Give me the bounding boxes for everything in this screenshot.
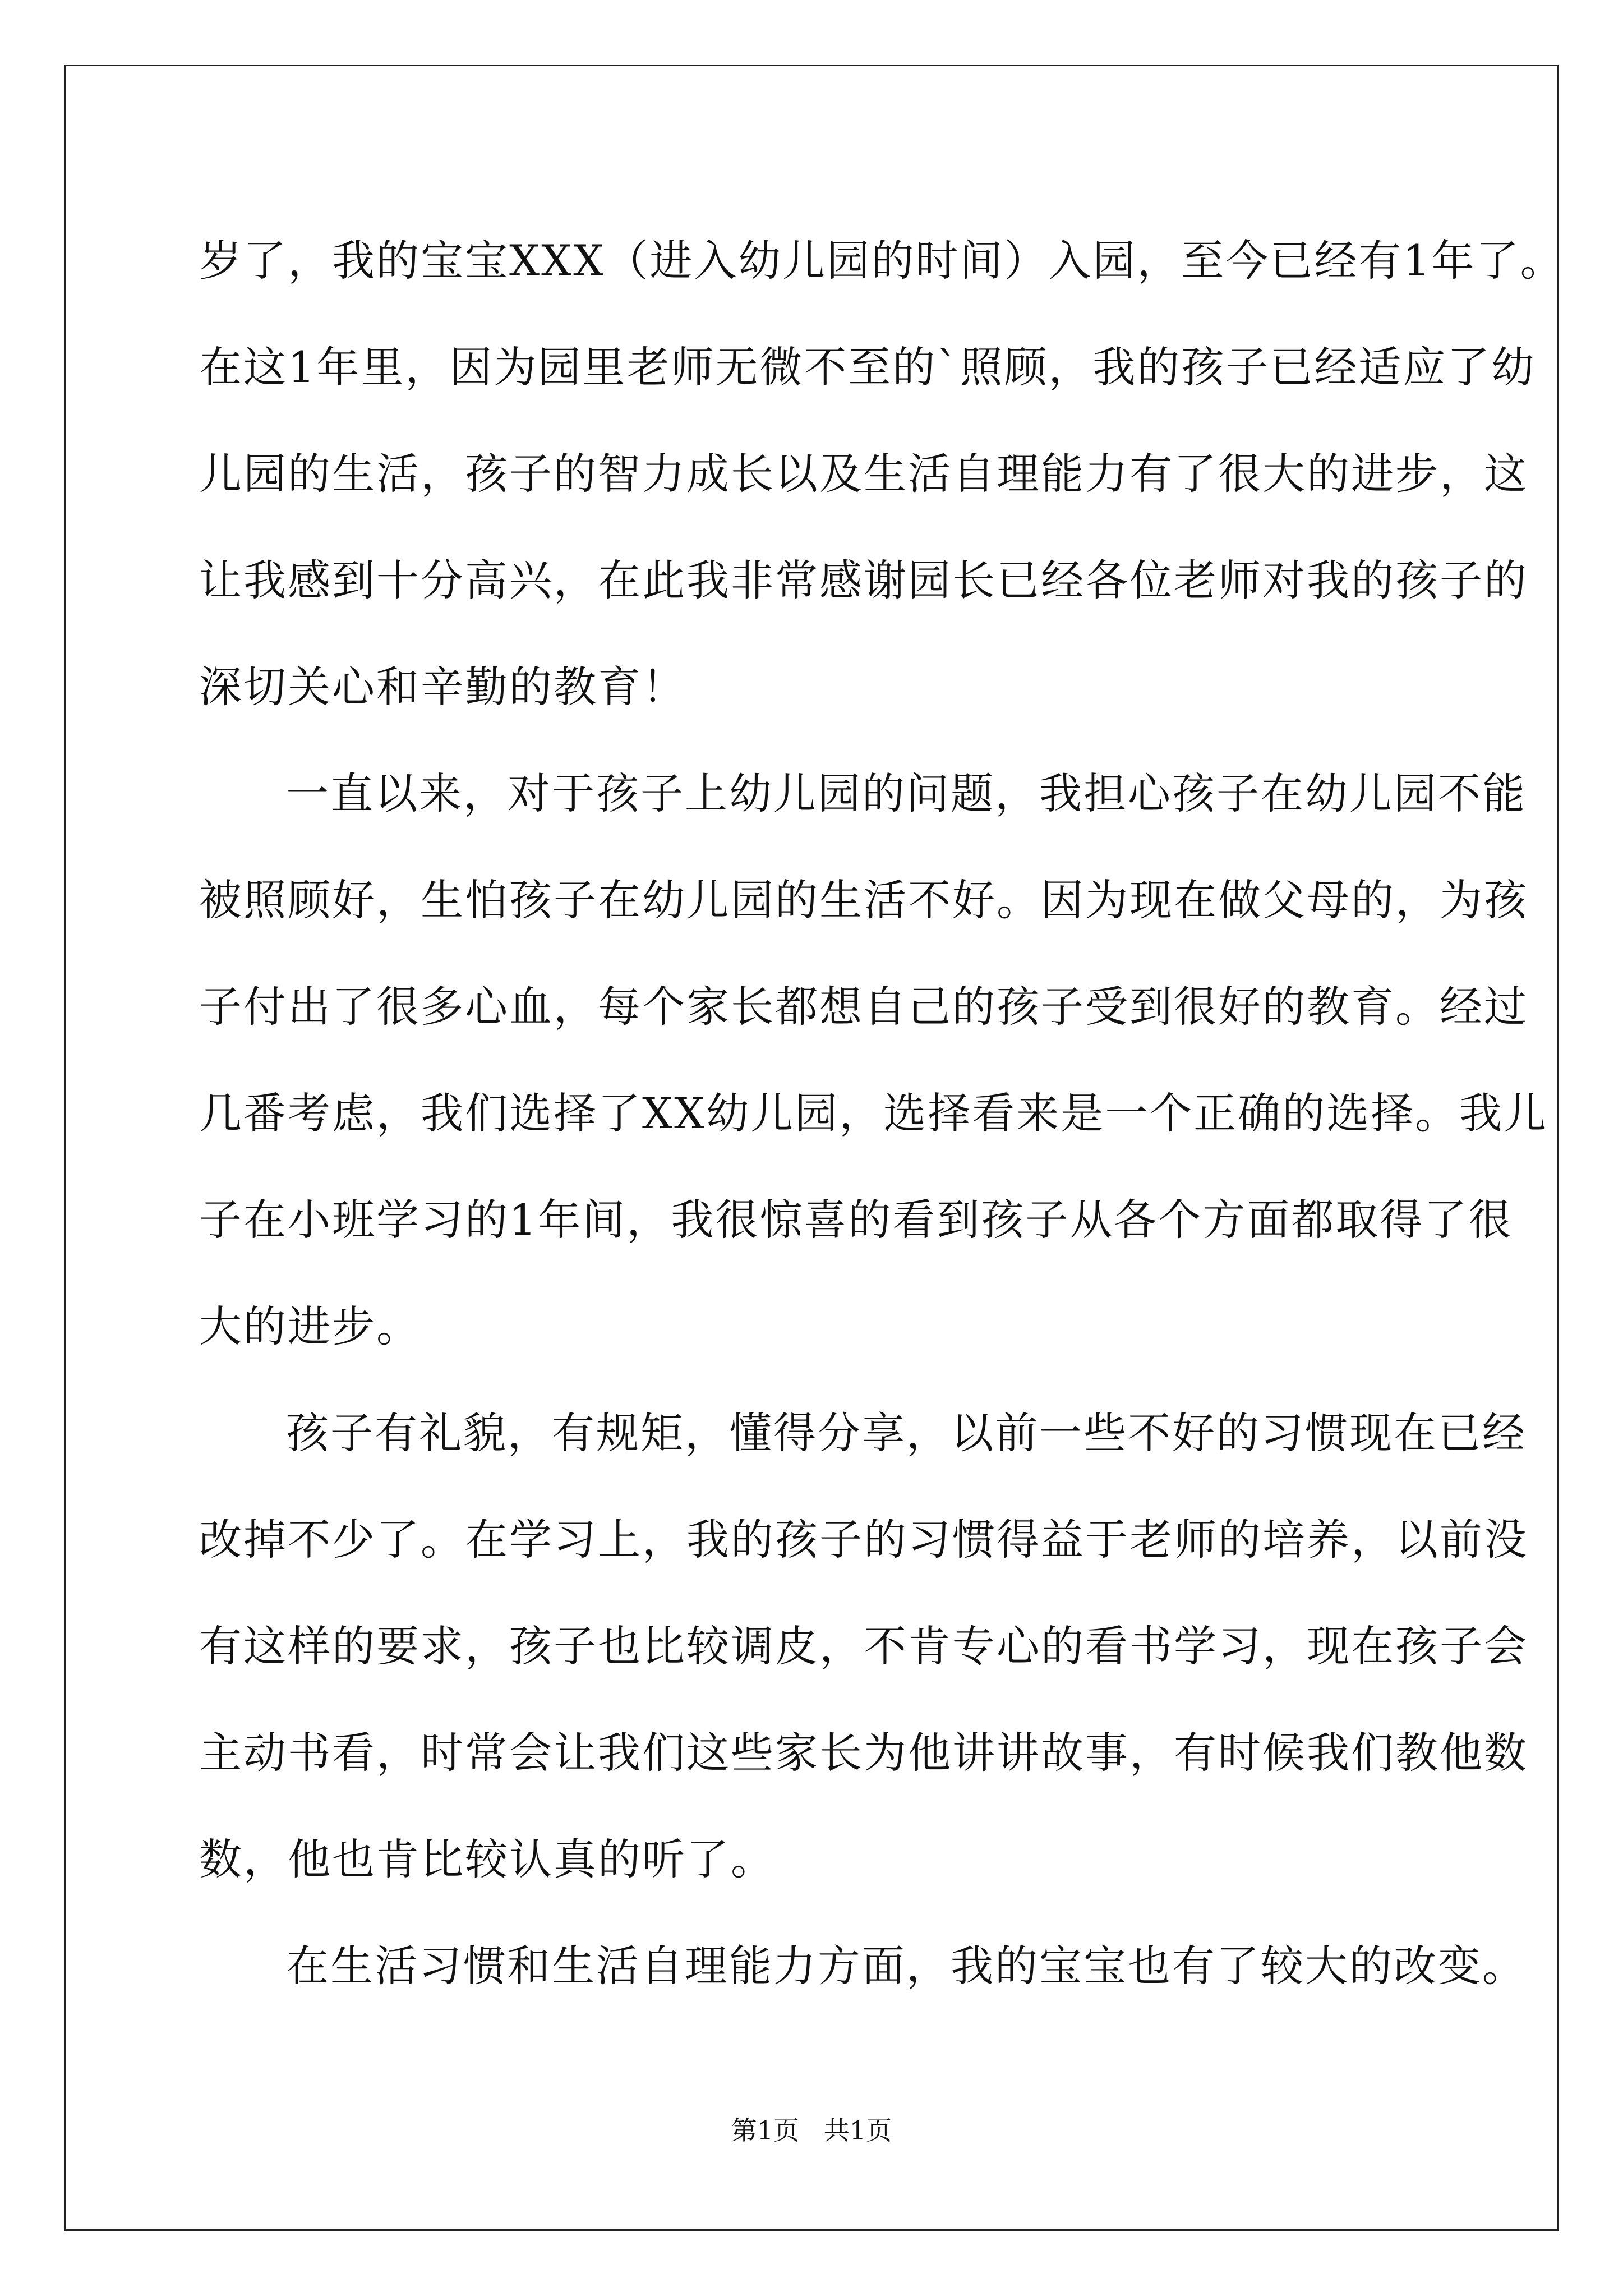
text-line-3: 儿园的生活，孩子的智力成长以及生活自理能力有了很大的进步，这 bbox=[199, 449, 1528, 499]
text-line-7: 被照顾好，生怕孩子在幼儿园的生活不好。因为现在做父母的，为孩 bbox=[199, 875, 1528, 925]
text-line-9: 几番考虑，我们选择了XX幼儿园，选择看来是一个正确的选择。我儿 bbox=[199, 1088, 1548, 1138]
text-line-14: 有这样的要求，孩子也比较调皮，不肯专心的看书学习，现在孩子会 bbox=[199, 1621, 1528, 1671]
text-line-5: 深切关心和辛勤的教育！ bbox=[199, 662, 686, 712]
text-line-6: 一直以来，对于孩子上幼儿园的问题，我担心孩子在幼儿园不能 bbox=[286, 769, 1527, 818]
text-line-10: 子在小班学习的1年间，我很惊喜的看到孩子从各个方面都取得了很 bbox=[199, 1195, 1513, 1245]
text-line-2: 在这1年里，因为园里老师无微不至的`照顾，我的孩子已经适应了幼 bbox=[199, 342, 1536, 392]
text-line-13: 改掉不少了。在学习上，我的孩子的习惯得益于老师的培养，以前没 bbox=[199, 1515, 1528, 1565]
text-line-1: 岁了，我的宝宝XXX（进入幼儿园的时间）入园，至今已经有1年了。 bbox=[199, 236, 1565, 286]
text-line-15: 主动书看，时常会让我们这些家长为他讲讲故事，有时候我们教他数 bbox=[199, 1728, 1528, 1778]
text-line-8: 子付出了很多心血，每个家长都想自己的孩子受到很好的教育。经过 bbox=[199, 982, 1528, 1032]
document-body bbox=[199, 208, 1565, 2019]
text-line-11: 大的进步。 bbox=[199, 1301, 421, 1351]
page-footer: 第1页 共1页 bbox=[731, 2115, 892, 2146]
text-line-16: 数，他也肯比较认真的听了。 bbox=[199, 1834, 775, 1884]
text-line-12: 孩子有礼貌，有规矩，懂得分享，以前一些不好的习惯现在已经 bbox=[286, 1408, 1527, 1458]
text-line-17: 在生活习惯和生活自理能力方面，我的宝宝也有了较大的改变。 bbox=[286, 1941, 1527, 1991]
text-line-4: 让我感到十分高兴，在此我非常感谢园长已经各位老师对我的孩子的 bbox=[199, 555, 1528, 605]
